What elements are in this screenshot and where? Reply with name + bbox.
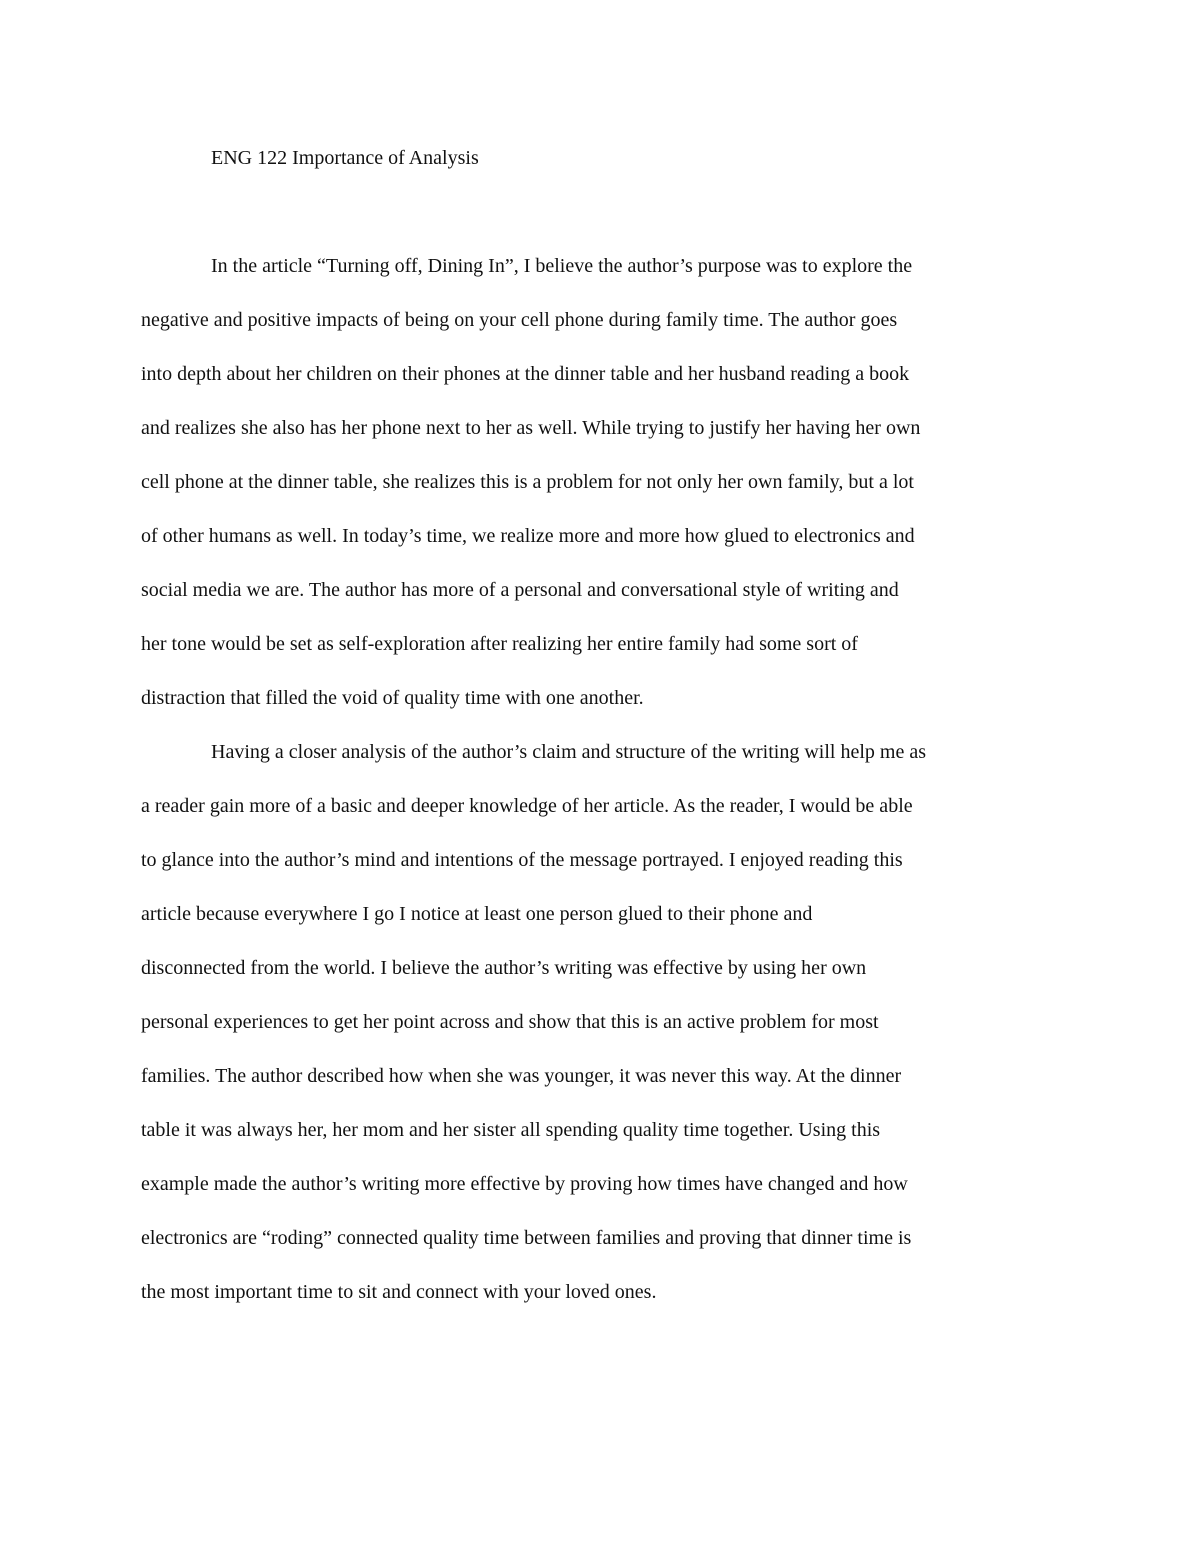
paragraph-line: a reader gain more of a basic and deeper knowledge of her article. As the reader, I would be able xyxy=(141,795,913,817)
paragraph-line: of other humans as well. In today’s time, we realize more and more how glued to electronics and xyxy=(141,525,915,547)
paragraph-line: negative and positive impacts of being on your cell phone during family time. The author goes xyxy=(141,309,898,331)
paragraph-line: the most important time to sit and connect with your loved ones. xyxy=(141,1281,657,1303)
paragraph-line: example made the author’s writing more effective by proving how times have changed and how xyxy=(141,1173,908,1195)
paragraph-line: to glance into the author’s mind and intentions of the message portrayed. I enjoyed reading this xyxy=(141,849,903,871)
paragraph-line: disconnected from the world. I believe the author’s writing was effective by using her own xyxy=(141,957,867,979)
paragraph-line: distraction that filled the void of quality time with one another. xyxy=(141,687,644,709)
paragraph-line: cell phone at the dinner table, she realizes this is a problem for not only her own family, but a lot xyxy=(141,471,914,493)
paragraph-line: her tone would be set as self-exploration after realizing her entire family had some sort of xyxy=(141,633,858,655)
paragraph-line: into depth about her children on their phones at the dinner table and her husband reading a book xyxy=(141,363,910,385)
paragraph-line: and realizes she also has her phone next to her as well. While trying to justify her having her own xyxy=(141,417,921,439)
paragraph-line: social media we are. The author has more of a personal and conversational style of writing and xyxy=(141,579,899,601)
document-title: ENG 122 Importance of Analysis xyxy=(211,147,479,169)
paragraph-line: families. The author described how when she was younger, it was never this way. At the dinner xyxy=(141,1065,902,1087)
paragraph-line: electronics are “roding” connected quality time between families and proving that dinner time is xyxy=(141,1227,912,1249)
paragraph-line: In the article “Turning off, Dining In”, I believe the author’s purpose was to explore the xyxy=(211,255,913,277)
paragraph-line: article because everywhere I go I notice at least one person glued to their phone and xyxy=(141,903,813,925)
paragraph-line: table it was always her, her mom and her sister all spending quality time together. Using this xyxy=(141,1119,881,1141)
paragraph-line: Having a closer analysis of the author’s claim and structure of the writing will help me as xyxy=(211,741,926,763)
paragraph-line: personal experiences to get her point across and show that this is an active problem for most xyxy=(141,1011,879,1033)
